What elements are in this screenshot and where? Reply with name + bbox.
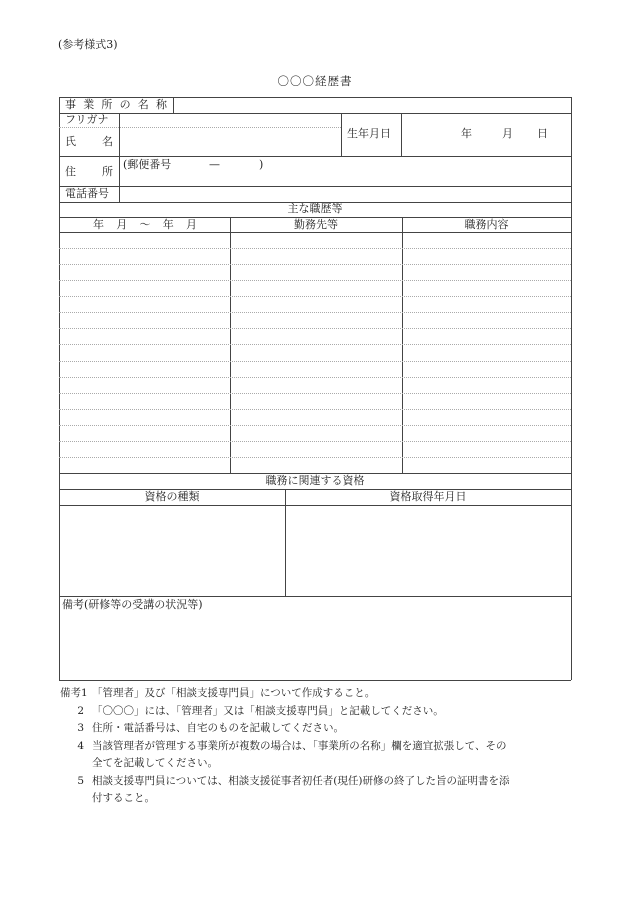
furigana-label: フリガナ [65,113,109,126]
note-item: 2 「〇〇〇」には、「管理者」又は「相談支援専門員」と記載してください。 [77,704,444,717]
career-period-header: 年 月 〜 年 月 [93,218,197,231]
qualification-date-field[interactable] [287,507,569,595]
birthdate-month: 月 [502,127,513,140]
career-duty-cell[interactable] [404,362,569,376]
notes-section [60,685,580,808]
career-employer-cell[interactable] [232,329,400,343]
career-employer-cell[interactable] [232,265,400,279]
postal-prefix: (郵便番号 [123,158,172,171]
resume-form [59,97,571,680]
career-duty-header: 職務内容 [464,218,509,231]
career-duty-cell[interactable] [404,378,569,392]
career-period-cell[interactable] [61,249,228,263]
career-period-cell[interactable] [61,345,228,359]
document-title: 〇〇〇経歴書 [277,74,353,88]
career-employer-cell[interactable] [232,410,400,424]
career-employer-header: 勤務先等 [294,218,338,231]
birthdate-day: 日 [537,127,548,140]
career-duty-cell[interactable] [404,345,569,359]
facility-name-label: 事 業 所 の 名 称 [65,98,167,111]
career-duty-cell[interactable] [404,281,569,295]
career-period-cell[interactable] [61,378,228,392]
note-item: 3 住所・電話番号は、自宅のものを記載してください。 [77,722,344,734]
phone-label: 電話番号 [65,187,109,200]
qualification-type-header: 資格の種類 [144,490,200,503]
career-period-cell[interactable] [61,233,228,247]
career-duty-cell[interactable] [404,233,569,247]
career-duty-cell[interactable] [404,410,569,424]
career-employer-cell[interactable] [232,458,400,472]
career-duty-cell[interactable] [404,329,569,343]
postal-suffix: ) [259,158,264,171]
remarks-field[interactable] [61,615,569,678]
career-period-cell[interactable] [61,458,228,472]
remarks-label: 備考(研修等の受講の状況等) [62,598,203,611]
career-section-title: 主な職歴等 [287,202,343,215]
career-period-cell[interactable] [61,313,228,327]
career-period-cell[interactable] [61,265,228,279]
qualification-section-title: 職務に関連する資格 [265,474,365,487]
birthdate-year: 年 [461,127,472,140]
career-employer-cell[interactable] [232,281,400,295]
career-period-cell[interactable] [61,410,228,424]
career-employer-cell[interactable] [232,426,400,440]
address-label: 住 所 [65,165,113,178]
career-duty-cell[interactable] [404,458,569,472]
career-duty-cell[interactable] [404,249,569,263]
name-field[interactable] [121,129,339,155]
career-period-cell[interactable] [61,281,228,295]
career-employer-cell[interactable] [232,297,400,311]
career-employer-cell[interactable] [232,362,400,376]
note-item-continued: 全てを記載してください。 [92,757,218,769]
note-item: 4 当該管理者が管理する事業所が複数の場合は、「事業所の名称」欄を適宜拡張して、その [77,739,507,752]
postal-dash: — [209,158,220,171]
career-period-cell[interactable] [61,442,228,456]
career-duty-cell[interactable] [404,442,569,456]
career-duty-cell[interactable] [404,265,569,279]
career-duty-cell[interactable] [404,426,569,440]
facility-name-field[interactable] [175,98,569,112]
career-period-cell[interactable] [61,426,228,440]
career-period-cell[interactable] [61,297,228,311]
career-duty-cell[interactable] [404,297,569,311]
form-reference-label: (参考様式3) [58,38,118,51]
birthdate-label: 生年月日 [347,127,391,140]
birthdate-field[interactable] [403,114,570,155]
career-employer-cell[interactable] [232,249,400,263]
name-label: 氏 名 [65,135,113,148]
note-item-continued: 付すること。 [92,792,155,804]
furigana-field[interactable] [121,114,339,126]
qualification-type-field[interactable] [61,507,283,595]
career-duty-cell[interactable] [404,394,569,408]
note-item: 備考1 「管理者」及び「相談支援専門員」について作成すること。 [60,687,376,699]
career-employer-cell[interactable] [232,378,400,392]
career-employer-cell[interactable] [232,394,400,408]
career-duty-cell[interactable] [404,313,569,327]
note-item: 5 相談支援専門員については、相談支援従事者初任者(現任)研修の終了した旨の証明書を添 [77,774,510,787]
career-period-cell[interactable] [61,394,228,408]
career-employer-cell[interactable] [232,313,400,327]
career-employer-cell[interactable] [232,442,400,456]
qualification-date-header: 資格取得年月日 [389,490,467,503]
career-period-cell[interactable] [61,329,228,343]
address-field[interactable] [121,157,569,185]
phone-field[interactable] [121,187,569,201]
career-employer-cell[interactable] [232,345,400,359]
career-employer-cell[interactable] [232,233,400,247]
career-period-cell[interactable] [61,362,228,376]
